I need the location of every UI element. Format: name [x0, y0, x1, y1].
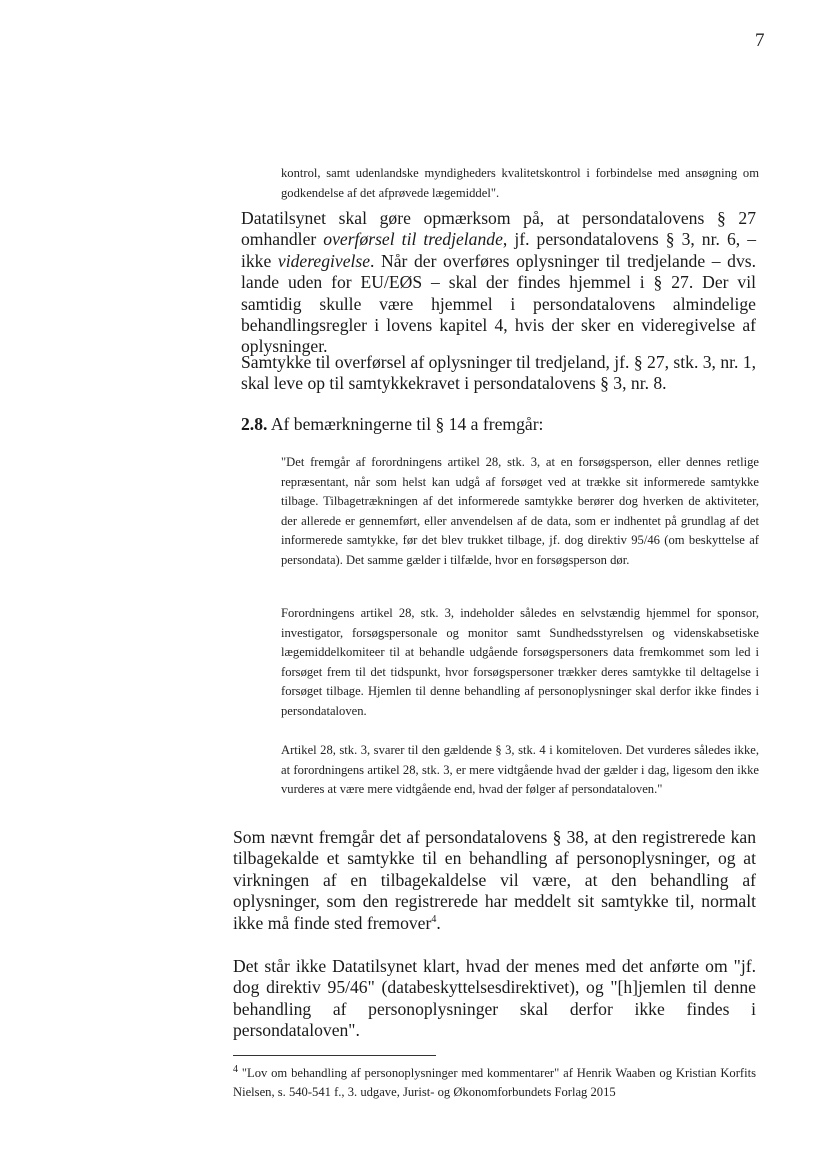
quote-continuation: kontrol, samt udenlandske myndigheders kvalitetskontrol i forbindelse med ansøgning om godkendelse af det afprøvede lægemiddel". [281, 166, 759, 200]
section-number: 2.8. [241, 414, 268, 434]
paragraph-end: . [436, 912, 441, 933]
paragraph-text: . Når der overføres oplysninger til tredjelande – dvs. lande uden for EU/EØS – skal der findes hjemmel i § 27. Der vil samtidig skulle være hjemmel i persondatalovens almindelige behandlingsregler i lovens kapitel 4, hvis der sker en videregivelse af oplysninger. [241, 250, 756, 357]
page-number: 7 [755, 30, 765, 51]
block-quote-2: Forordningens artikel 28, stk. 3, indeholder således en selvstændig hjemmel for sponsor, investigator, forsøgspersonale og monitor samt Sundhedsstyrelsen og videnskabsetiske lægemiddelkomiteer til at behandle udgående forsøgspersoners data fremkommet som led i forsøget frem til det tidspunkt, hvor forsøgspersoner trækker deres samtykke til deltagelse i forsøget tilbage. Hjemlen til denne behandling af personoplysninger skal derfor ikke findes i persondataloven. [281, 606, 759, 718]
footnote-text: "Lov om behandling af personoplysninger med kommentarer" af Henrik Waaben og Kristian Korfits Nielsen, s. 540-541 f., 3. udgave, Jurist- og Økonomforbundets Forlag 2015 [233, 1066, 756, 1099]
paragraph-text: , jf. persondatalovens § 3, nr. 6, – ikke [241, 229, 756, 271]
paragraph-direktiv: Det står ikke Datatilsynet klart, hvad der menes med det anførte om "jf. dog direktiv 95/46" (databeskyttelsesdirektivet), og "[h]jemlen til denne behandling af personoplysninger skal derfor ikke findes i persondataloven". [233, 956, 756, 1041]
paragraph-overfoersel [241, 208, 756, 358]
emphasis-videregivelse: videregivelse [277, 250, 371, 271]
paragraph-text: Som nævnt fremgår det af persondatalovens § 38, at den registrerede kan tilbagekalde et samtykke til en behandling af personoplysninger, og at virkningen af en tilbagekaldelse vil være, at den behandling af oplysninger, som den registrerede har meddelt sit samtykke til, normalt ikke må finde sted fremover [233, 827, 756, 933]
block-quote-3: Artikel 28, stk. 3, svarer til den gældende § 3, stk. 4 i komiteloven. Det vurderes således ikke, at forordningens artikel 28, stk. 3, er mere vidtgående hvad der gælder i dag, ligesom den ikke vurderes at være mere vidtgående end, hvad der følger af persondataloven." [281, 743, 759, 796]
paragraph-tilbagekaldelse [233, 827, 756, 934]
footnote-reference[interactable]: 4 [431, 913, 437, 925]
paragraph-text: Datatilsynet skal gøre opmærksom på, at persondatalovens § 27 omhandler [241, 208, 756, 250]
block-quote-1: "Det fremgår af forordningens artikel 28, stk. 3, at en forsøgsperson, eller dennes retlige repræsentant, når som helst kan udgå af forsøget ved at trække sit informerede samtykke tilbage. Tilbagetrækningen af det informerede samtykke berører dog hverken de aktiviteter, der allerede er gennemført, eller anvendelsen af de data, som er indhentet på grundlag af det informerede samtykke, før det blev trukket tilbage, jf. dog direktiv 95/46 (om beskyttelse af persondata). Det samme gælder i tilfælde, hvor en forsøgsperson dør. [281, 455, 759, 567]
paragraph-samtykke: Samtykke til overførsel af oplysninger til tredjeland, jf. § 27, stk. 3, nr. 1, skal leve op til samtykkekravet i persondatalovens § 3, nr. 8. [241, 352, 757, 394]
emphasis-overfoersel: overførsel til tredjelande [323, 229, 503, 250]
footnote-divider [233, 1055, 436, 1056]
section-title: Af bemærkningerne til § 14 a fremgår: [270, 414, 544, 434]
section-heading [241, 414, 756, 435]
footnote-number: 4 [233, 1063, 238, 1075]
footnote [233, 1064, 756, 1102]
